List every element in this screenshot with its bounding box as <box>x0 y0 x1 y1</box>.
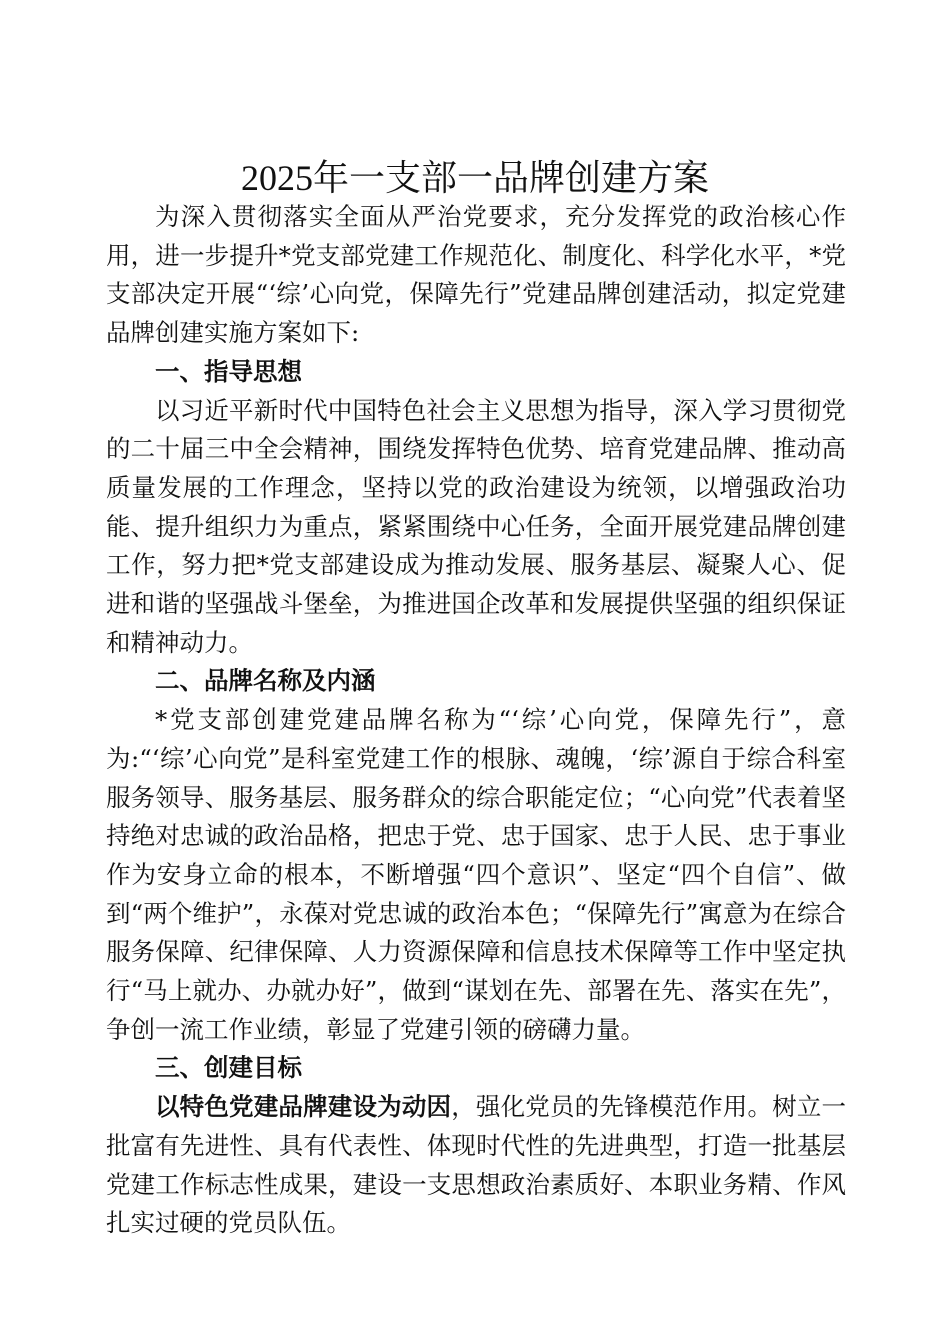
title-year: 2025 <box>240 158 313 199</box>
section-heading-goals: 三、创建目标 <box>155 1053 302 1083</box>
section-heading-guiding-ideology: 一、指导思想 <box>155 356 302 386</box>
section-body-brand-name: *党支部创建党建品牌名称为“‘综’心向党，保障先行”，意为:“‘综’心向党”是科室党建工作的根脉、魂魄，‘综’源自于综合科室服务领导、服务基层、服务群众的综合职能定位；“心向党”代表着坚持绝对忠诚的政治品格，把忠于党、忠于国家、忠于人民、忠于事业作为安身立命的根本，不断增强“四个意识”、坚定“四个自信”、做到“两个维护”，永葆对党忠诚的政治本色；“保障先行”寓意为在综合服务保障、纪律保障、人力资源保障和信息技术保障等工作中坚定执行“马上就办、办就办好”，做到“谋划在先、部署在先、落实在先”，争创一流工作业绩，彰显了党建引领的磅礴力量。 <box>106 705 846 1044</box>
section-body-goals <box>106 1088 846 1243</box>
section-body-guiding-ideology: 以习近平新时代中国特色社会主义思想为指导，深入学习贯彻党的二十届三中全会精神，围绕发挥特色优势、培育党建品牌、推动高质量发展的工作理念，坚持以党的政治建设为统领，以增强政治功能、提升组织力为重点，紧紧围绕中心任务，全面开展党建品牌创建工作，努力把*党支部建设成为推动发展、服务基层、凝聚人心、促进和谐的坚强战斗堡垒，为推进国企改革和发展提供坚强的组织保证和精神动力。 <box>106 395 846 657</box>
section-goals-text: ，强化党员的先锋模范作用。树立一批富有先进性、具有代表性、体现时代性的先进典型，打造一批基层党建工作标志性成果，建设一支思想政治素质好、本职业务精、作风扎实过硬的党员队伍。 <box>106 1092 847 1238</box>
intro-paragraph: 为深入贯彻落实全面从严治党要求，充分发挥党的政治核心作用，进一步提升*党支部党建工作规范化、制度化、科学化水平，*党支部决定开展“‘综’心向党，保障先行”党建品牌创建活动，拟定党建品牌创建实施方案如下: <box>106 202 846 348</box>
section-goals-lead: 以特色党建品牌建设为动因 <box>155 1092 452 1122</box>
title-text: 年一支部一品牌创建方案 <box>312 158 709 200</box>
document-body <box>106 198 846 1243</box>
section-heading-brand-name: 二、品牌名称及内涵 <box>155 666 376 696</box>
